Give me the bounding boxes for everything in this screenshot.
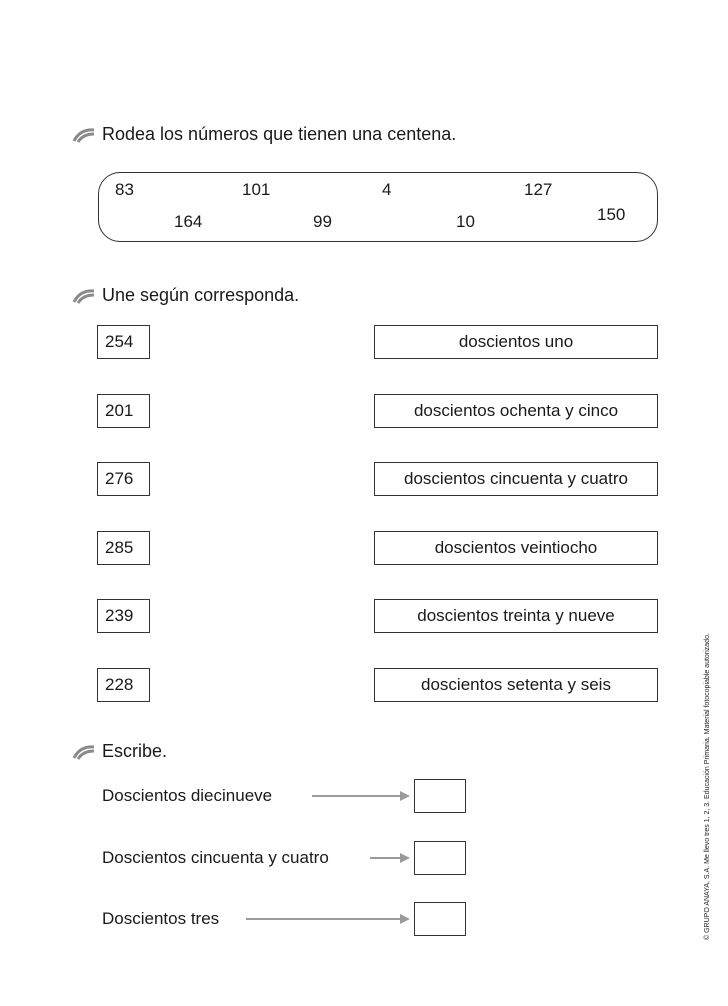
write-prompt: Doscientos diecinueve [102, 786, 273, 805]
match-word-box[interactable]: doscientos setenta y seis [374, 668, 658, 702]
arrow-right-icon [312, 790, 410, 802]
exercise-1-instruction: Rodea los números que tienen una centena. [102, 124, 457, 144]
match-number-box[interactable]: 254 [97, 325, 150, 359]
pencil-stroke-icon [72, 127, 96, 143]
number-item[interactable]: 10 [456, 212, 475, 231]
match-number-box[interactable]: 201 [97, 394, 150, 428]
number-item[interactable]: 164 [174, 212, 203, 231]
exercise-3-title [72, 741, 167, 762]
answer-box[interactable] [414, 841, 466, 875]
number-item[interactable]: 99 [313, 212, 332, 231]
match-number-box[interactable]: 276 [97, 462, 150, 496]
write-prompt: Doscientos tres [102, 909, 220, 928]
exercise-3-instruction: Escribe. [102, 741, 168, 761]
match-word-box[interactable]: doscientos cincuenta y cuatro [374, 462, 658, 496]
copyright-notice: © GRUPO ANAYA, S.A. Me llevo tres 1, 2, 3. Educación Primaria. Material fotocopiable autorizado. [704, 633, 711, 940]
answer-box[interactable] [414, 902, 466, 936]
pencil-stroke-icon [72, 288, 96, 304]
arrow-right-icon [370, 852, 410, 864]
pencil-stroke-icon [72, 744, 96, 760]
number-item[interactable]: 101 [242, 180, 271, 199]
write-prompt: Doscientos cincuenta y cuatro [102, 848, 329, 867]
match-number-box[interactable]: 285 [97, 531, 150, 565]
match-word-box[interactable]: doscientos veintiocho [374, 531, 658, 565]
exercise-1-title [72, 124, 456, 145]
arrow-right-icon [246, 913, 410, 925]
match-number-box[interactable]: 239 [97, 599, 150, 633]
exercise-2-instruction: Une según corresponda. [102, 285, 300, 305]
number-item[interactable]: 150 [597, 205, 626, 224]
number-item[interactable]: 127 [524, 180, 553, 199]
match-word-box[interactable]: doscientos ochenta y cinco [374, 394, 658, 428]
match-word-box[interactable]: doscientos treinta y nueve [374, 599, 658, 633]
match-number-box[interactable]: 228 [97, 668, 150, 702]
number-item[interactable]: 4 [382, 180, 392, 199]
exercise-2-title [72, 285, 299, 306]
match-word-box[interactable]: doscientos uno [374, 325, 658, 359]
number-item[interactable]: 83 [115, 180, 134, 199]
answer-box[interactable] [414, 779, 466, 813]
